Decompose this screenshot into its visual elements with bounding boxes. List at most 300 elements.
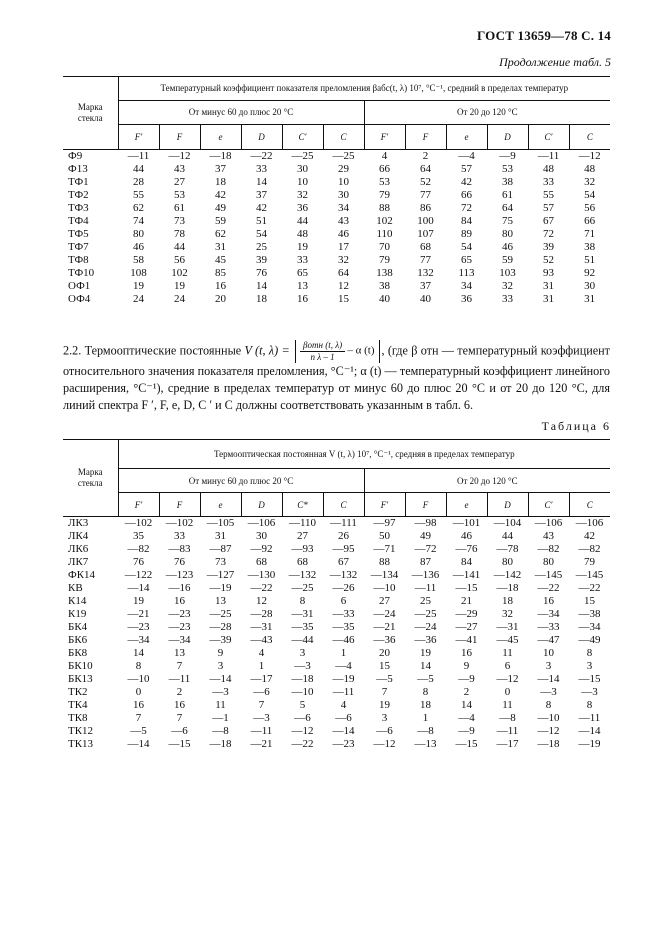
table-cell: 40	[379, 293, 390, 305]
table-cell: —106	[534, 517, 563, 529]
glass-mark: ТФ2	[68, 189, 89, 201]
table-cell: —19	[332, 673, 355, 685]
table-cell: 2	[463, 686, 470, 698]
table-cell: —12	[168, 150, 191, 162]
table-row	[63, 163, 610, 176]
table-cell: 2	[422, 150, 429, 162]
table-cell: —87	[209, 543, 232, 555]
table-cell: 66	[379, 163, 390, 175]
column-header: F′	[118, 493, 159, 517]
table-cell: —4	[458, 150, 475, 162]
table-cell: 76	[256, 267, 267, 279]
table-cell: —130	[247, 569, 276, 581]
table-cell: 8	[422, 686, 429, 698]
table-cell: —11	[127, 150, 150, 162]
table-row	[63, 150, 610, 164]
table-cell: 8	[586, 647, 593, 659]
table-cell: —35	[291, 621, 314, 633]
table-cell: 16	[174, 595, 185, 607]
table-cell: —46	[332, 634, 355, 646]
table-cell: 3	[299, 647, 306, 659]
table-cell: 14	[133, 647, 144, 659]
table-cell: 32	[584, 176, 596, 188]
table-cell: 31	[584, 293, 596, 305]
glass-mark: БК10	[68, 660, 93, 672]
table-cell: 64	[338, 267, 349, 279]
table-cell: 13	[297, 280, 308, 292]
table-cell: 0	[135, 686, 142, 698]
glass-mark: ФК14	[68, 569, 96, 581]
table-cell: 15	[584, 595, 596, 607]
table-cell: 57	[461, 163, 472, 175]
table5-title: Температурный коэффициент показателя преломления βабс(t, λ) 10⁷, °С⁻¹, средний в пределах температур	[118, 77, 610, 101]
table-cell: —23	[127, 621, 150, 633]
table-row	[63, 267, 610, 280]
glass-mark: ТФ8	[68, 254, 89, 266]
glass-mark: ЛК7	[68, 556, 89, 568]
glass-mark: КВ	[68, 582, 83, 594]
table-cell: 35	[133, 530, 144, 542]
table-cell: 15	[379, 660, 390, 672]
table-cell: 1	[340, 647, 347, 659]
table-6	[63, 439, 610, 751]
table-cell: 4	[258, 647, 265, 659]
table-cell: 46	[133, 241, 144, 253]
table-cell: 30	[584, 280, 596, 292]
glass-mark: ТФ1	[68, 176, 89, 188]
table-cell: —95	[332, 543, 355, 555]
table-cell: 62	[215, 228, 226, 240]
table-cell: 6	[504, 660, 511, 672]
table-cell: —21	[373, 621, 396, 633]
table-cell: 45	[215, 254, 226, 266]
table-cell: —76	[455, 543, 478, 555]
table-cell: 36	[297, 202, 308, 214]
table-cell: 76	[174, 556, 185, 568]
mark-header	[63, 77, 118, 150]
table-cell: 71	[584, 228, 596, 240]
table-cell: —11	[250, 725, 273, 737]
table-cell: 37	[215, 163, 226, 175]
table-cell: 18	[502, 595, 513, 607]
table-cell: —18	[537, 738, 560, 750]
table-cell: 16	[543, 595, 554, 607]
table-cell: —22	[578, 582, 601, 594]
table-cell: 20	[215, 293, 226, 305]
table-cell: 113	[458, 267, 475, 279]
table-cell: —43	[250, 634, 273, 646]
mark-header-line2: стекла	[77, 113, 103, 123]
table-cell: 44	[502, 530, 513, 542]
table-cell: 11	[502, 647, 513, 659]
column-header: D	[241, 124, 282, 149]
table-cell: —8	[212, 725, 229, 737]
table-cell: —3	[212, 686, 229, 698]
column-header: F	[159, 124, 200, 149]
table-cell: 79	[379, 254, 390, 266]
table6-caption: Таблица 6	[541, 419, 611, 433]
table-cell: 87	[420, 556, 431, 568]
column-header: F′	[364, 493, 405, 517]
table-cell: —14	[209, 673, 232, 685]
table-cell: 12	[338, 280, 349, 292]
table-cell: —3	[294, 660, 311, 672]
table-cell: —22	[250, 150, 273, 162]
table-row	[63, 241, 610, 254]
table-cell: 66	[584, 215, 596, 227]
table-cell: —106	[247, 517, 276, 529]
table-cell: —15	[455, 738, 478, 750]
table-cell: 61	[502, 189, 513, 201]
table-cell: 32	[502, 608, 513, 620]
table-row	[63, 582, 610, 595]
table-cell: 33	[297, 254, 308, 266]
table-cell: —136	[411, 569, 440, 581]
column-header: e	[446, 124, 487, 149]
table-cell: 68	[297, 556, 308, 568]
formula-alpha: – α (t)	[347, 344, 375, 357]
table-cell: 38	[584, 241, 596, 253]
table-cell: —101	[452, 517, 481, 529]
glass-mark: К14	[68, 595, 87, 607]
table-cell: 86	[420, 202, 431, 214]
table-cell: —93	[291, 543, 314, 555]
table-cell: 27	[379, 595, 390, 607]
table-cell: —45	[496, 634, 519, 646]
page-header-gost: ГОСТ 13659—78 С. 14	[477, 28, 611, 43]
table-cell: 42	[584, 530, 596, 542]
glass-mark: ЛК6	[68, 543, 89, 555]
table-cell: 77	[420, 189, 431, 201]
table-cell: —5	[417, 673, 434, 685]
table-cell: 14	[461, 699, 472, 711]
table-cell: 39	[256, 254, 267, 266]
table-cell: 31	[215, 241, 226, 253]
table-cell: —12	[537, 725, 560, 737]
table-cell: —6	[253, 686, 270, 698]
table-cell: 78	[174, 228, 185, 240]
table-cell: —21	[127, 608, 150, 620]
table-cell: —11	[496, 725, 519, 737]
table-cell: 11	[502, 699, 513, 711]
table-row	[63, 738, 610, 751]
table-cell: 32	[297, 189, 308, 201]
glass-mark: ТФ10	[68, 267, 95, 279]
table-cell: —28	[250, 608, 273, 620]
table6-body	[63, 517, 610, 752]
table-cell: —14	[578, 725, 601, 737]
glass-mark: БК6	[68, 634, 88, 646]
table-cell: —92	[250, 543, 273, 555]
table-cell: —141	[452, 569, 481, 581]
glass-mark: ЛК4	[68, 530, 89, 542]
table-cell: 30	[256, 530, 267, 542]
table-cell: 43	[174, 163, 185, 175]
column-header: C	[323, 124, 364, 149]
table-cell: 107	[417, 228, 434, 240]
table-cell: —5	[376, 673, 393, 685]
table-cell: —29	[455, 608, 478, 620]
table-cell: 56	[584, 202, 596, 214]
table-cell: 34	[461, 280, 472, 292]
table-continuation-label: Продолжение табл. 5	[499, 55, 611, 69]
table-cell: —6	[376, 725, 393, 737]
table-cell: —97	[373, 517, 396, 529]
column-header: D	[241, 493, 282, 517]
table-cell: —31	[291, 608, 314, 620]
table-cell: —132	[288, 569, 317, 581]
table-cell: —6	[171, 725, 188, 737]
table-cell: —11	[537, 150, 560, 162]
mark-header-line1: Марка	[77, 102, 103, 112]
table-cell: 51	[256, 215, 267, 227]
table-cell: —33	[537, 621, 560, 633]
table5-range1: От минус 60 до плюс 20 °С	[118, 100, 364, 124]
table-cell: —105	[206, 517, 235, 529]
table-cell: 10	[297, 176, 308, 188]
paragraph-2-2	[63, 340, 610, 414]
glass-mark: ТФ3	[68, 202, 89, 214]
table-cell: —132	[329, 569, 358, 581]
table-cell: 5	[299, 699, 306, 711]
table-cell: 3	[545, 660, 552, 672]
table-row	[63, 647, 610, 660]
table-cell: 103	[499, 267, 516, 279]
table-cell: 57	[543, 202, 554, 214]
table-cell: —14	[127, 582, 150, 594]
table-cell: 74	[133, 215, 144, 227]
table-cell: 44	[174, 241, 185, 253]
table-cell: 17	[338, 241, 349, 253]
table-cell: 19	[133, 280, 144, 292]
table-cell: —111	[330, 517, 357, 529]
table-cell: —10	[291, 686, 314, 698]
table-cell: 89	[461, 228, 472, 240]
table-cell: 18	[215, 176, 226, 188]
table-cell: 4	[340, 699, 347, 711]
table-cell: 73	[174, 215, 185, 227]
table6-range2: От 20 до 120 °С	[364, 469, 610, 493]
table-cell: —25	[414, 608, 437, 620]
column-header: C′	[528, 124, 569, 149]
table-cell: —26	[332, 582, 355, 594]
table-cell: 68	[256, 556, 267, 568]
table-cell: 52	[420, 176, 431, 188]
formula-fraction	[300, 340, 345, 363]
table-cell: 43	[543, 530, 554, 542]
table-cell: 102	[171, 267, 188, 279]
table-cell: 84	[461, 215, 472, 227]
table-cell: 46	[338, 228, 349, 240]
table-cell: —24	[373, 608, 396, 620]
table-cell: —12	[578, 150, 601, 162]
table-row	[63, 530, 610, 543]
table-cell: 31	[215, 530, 226, 542]
table-row	[63, 608, 610, 621]
table-cell: —12	[373, 738, 396, 750]
table-cell: 18	[256, 293, 267, 305]
table-cell: 58	[133, 254, 144, 266]
table-cell: —10	[537, 712, 560, 724]
table-cell: —31	[250, 621, 273, 633]
mark-header-line2: стекла	[77, 478, 103, 488]
table-cell: —15	[578, 673, 601, 685]
table-cell: —22	[291, 738, 314, 750]
table-cell: —3	[581, 686, 598, 698]
table-cell: 55	[543, 189, 554, 201]
table-cell: —17	[496, 738, 519, 750]
table-cell: 19	[174, 280, 185, 292]
table-cell: 132	[417, 267, 434, 279]
table-cell: 21	[461, 595, 472, 607]
table-cell: 64	[502, 202, 513, 214]
table-cell: 53	[502, 163, 513, 175]
table-cell: 49	[215, 202, 226, 214]
table-cell: —18	[291, 673, 314, 685]
table-cell: 27	[174, 176, 185, 188]
table-cell: —33	[332, 608, 355, 620]
table-cell: —27	[455, 621, 478, 633]
glass-mark: К19	[68, 608, 87, 620]
table-cell: 9	[463, 660, 470, 672]
table-cell: 18	[420, 699, 431, 711]
table-cell: —134	[370, 569, 399, 581]
table-cell: 26	[338, 530, 349, 542]
table-cell: 37	[420, 280, 431, 292]
table-cell: —102	[124, 517, 153, 529]
table-cell: 3	[381, 712, 388, 724]
table-cell: 80	[543, 556, 554, 568]
table-cell: 65	[461, 254, 472, 266]
table-cell: 10	[543, 647, 554, 659]
table-row	[63, 686, 610, 699]
column-header: e	[200, 493, 241, 517]
table-row	[63, 280, 610, 293]
table-cell: 48	[584, 163, 596, 175]
table-cell: —31	[496, 621, 519, 633]
table-cell: 30	[297, 163, 308, 175]
column-header: C′	[282, 124, 323, 149]
table-cell: —25	[209, 608, 232, 620]
table-cell: —22	[537, 582, 560, 594]
table-cell: 11	[215, 699, 226, 711]
table-cell: 48	[543, 163, 554, 175]
table-cell: 16	[133, 699, 144, 711]
table-cell: 1	[422, 712, 429, 724]
table-cell: 33	[543, 176, 554, 188]
table-cell: 51	[584, 254, 596, 266]
table-cell: —142	[493, 569, 522, 581]
table-row	[63, 634, 610, 647]
table-cell: 54	[461, 241, 472, 253]
table-cell: 4	[381, 150, 388, 162]
table-cell: 7	[176, 712, 183, 724]
table-cell: 0	[504, 686, 511, 698]
table-cell: —102	[165, 517, 194, 529]
table-cell: —5	[130, 725, 147, 737]
table-cell: —122	[124, 569, 153, 581]
table-cell: —18	[209, 738, 232, 750]
table-cell: 33	[256, 163, 267, 175]
table-cell: 110	[376, 228, 393, 240]
table-cell: —14	[332, 725, 355, 737]
table-cell: 67	[543, 215, 554, 227]
glass-mark: БК4	[68, 621, 88, 633]
table-cell: —110	[288, 517, 317, 529]
table-cell: 19	[133, 595, 144, 607]
table-cell: 33	[174, 530, 185, 542]
mark-header-line1: Марка	[77, 467, 103, 477]
table-cell: 93	[543, 267, 554, 279]
table-cell: 77	[420, 254, 431, 266]
glass-mark: ТК8	[68, 712, 88, 724]
table-cell: —145	[575, 569, 604, 581]
glass-mark: ОФ4	[68, 293, 91, 305]
table-cell: —123	[165, 569, 194, 581]
table-row	[63, 673, 610, 686]
table-cell: 37	[256, 189, 267, 201]
table-cell: 3	[217, 660, 224, 672]
table6-title: Термооптическая постоянная V (t, λ) 10⁷, °С⁻¹, средняя в пределах температур	[118, 440, 610, 469]
table-cell: —34	[578, 621, 601, 633]
table-cell: 49	[420, 530, 431, 542]
table-row	[63, 556, 610, 569]
column-header: e	[200, 124, 241, 149]
table-cell: 88	[379, 202, 390, 214]
table-cell: 1	[258, 660, 265, 672]
table-cell: 73	[215, 556, 226, 568]
table-row	[63, 202, 610, 215]
table-cell: 31	[543, 293, 554, 305]
table-cell: 53	[174, 189, 185, 201]
table-row	[63, 712, 610, 725]
table-cell: 14	[420, 660, 431, 672]
table-cell: —9	[458, 673, 475, 685]
table-cell: 7	[258, 699, 265, 711]
table-cell: 36	[461, 293, 472, 305]
table-row	[63, 595, 610, 608]
table-cell: 39	[543, 241, 554, 253]
table-cell: —9	[458, 725, 475, 737]
table-row	[63, 543, 610, 556]
table-cell: 7	[381, 686, 388, 698]
table-5	[63, 76, 610, 306]
table-cell: 8	[135, 660, 142, 672]
table6-range1: От минус 60 до плюс 20 °С	[118, 469, 364, 493]
table-row	[63, 569, 610, 582]
table-cell: —6	[335, 712, 352, 724]
table-cell: 27	[297, 530, 308, 542]
glass-mark: БК13	[68, 673, 93, 685]
column-header: D	[487, 124, 528, 149]
table-cell: 55	[133, 189, 144, 201]
table-cell: 54	[584, 189, 596, 201]
table-cell: —6	[294, 712, 311, 724]
table-cell: 102	[376, 215, 393, 227]
table-cell: —25	[291, 150, 314, 162]
table-cell: 16	[174, 699, 185, 711]
table-cell: 44	[133, 163, 144, 175]
table-cell: 138	[376, 267, 393, 279]
table-cell: 8	[586, 699, 593, 711]
table-cell: —16	[168, 582, 191, 594]
table-row	[63, 660, 610, 673]
table-cell: —127	[206, 569, 235, 581]
column-header: D	[487, 493, 528, 517]
table-cell: 16	[215, 280, 226, 292]
table-cell: 85	[215, 267, 226, 279]
table-cell: —72	[414, 543, 437, 555]
